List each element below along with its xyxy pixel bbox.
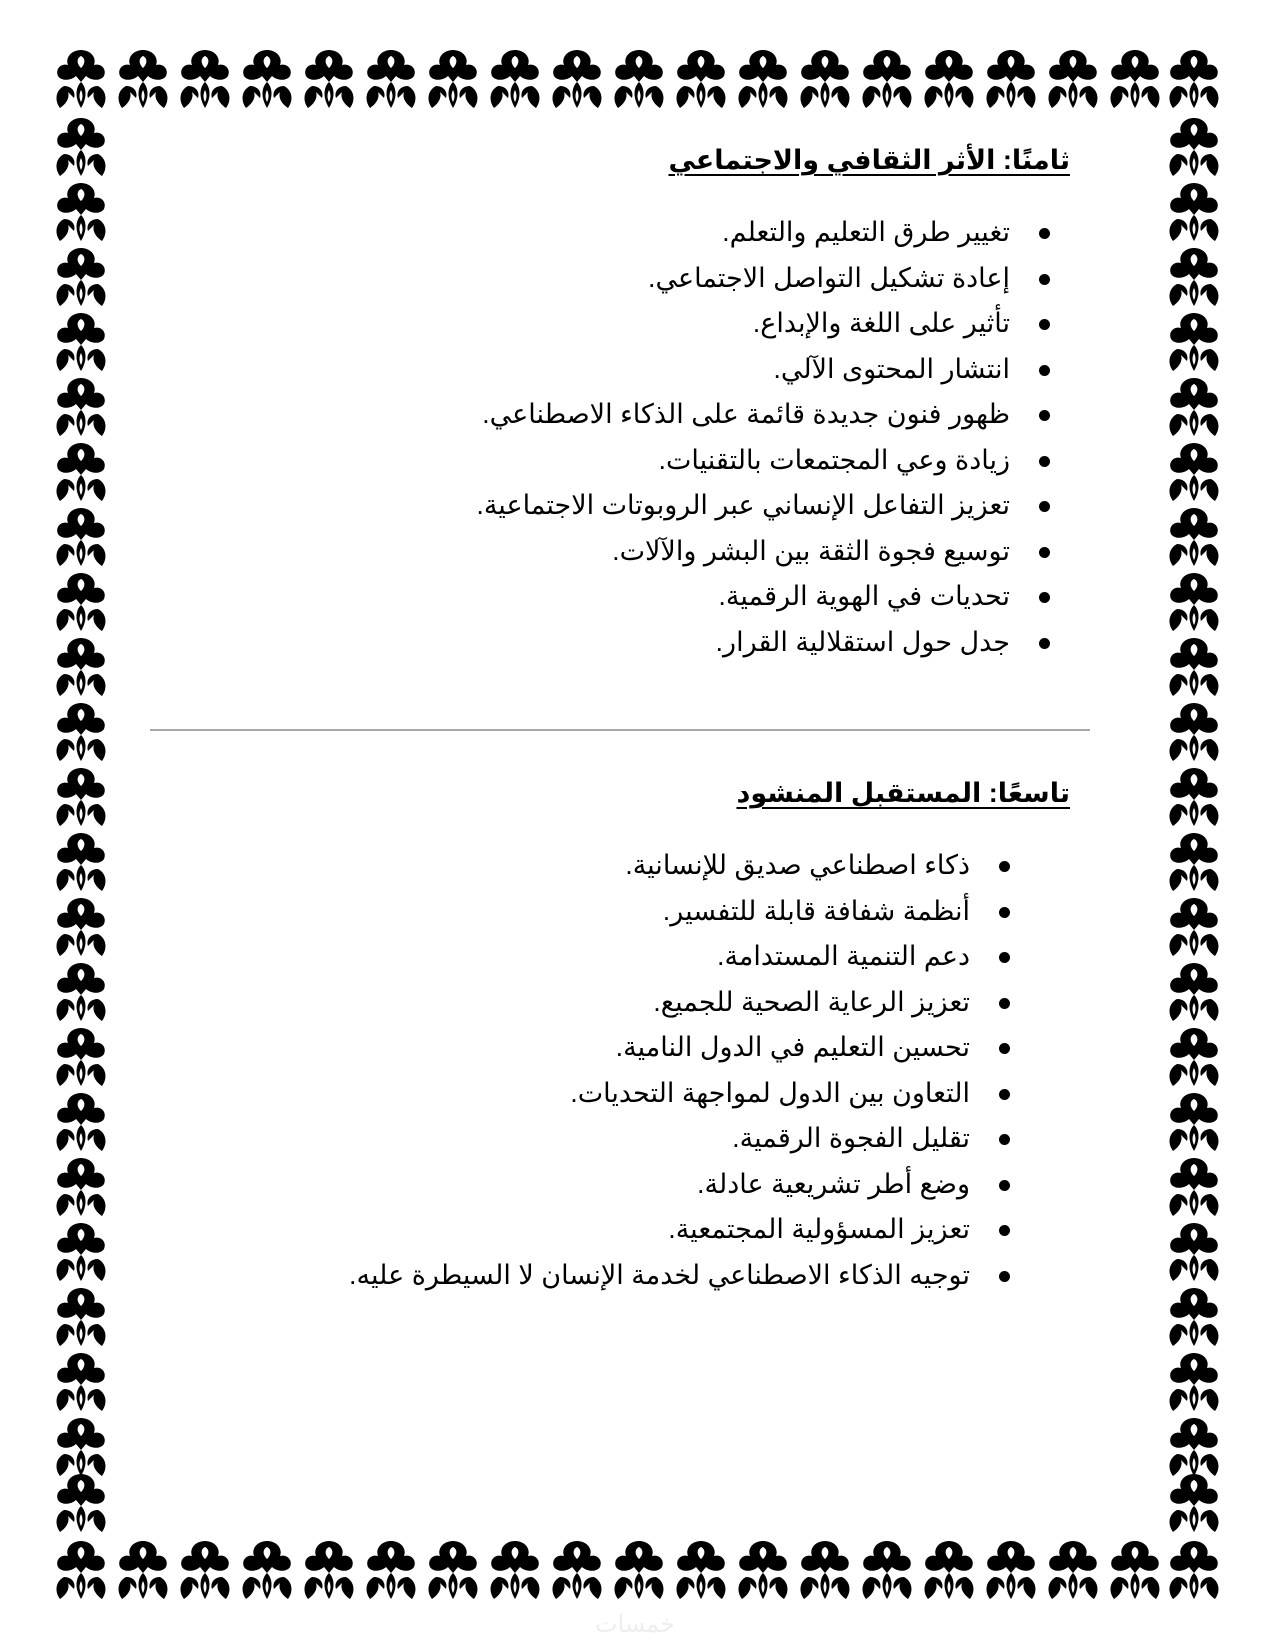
list-item bbox=[150, 483, 1050, 529]
list-item bbox=[150, 934, 1010, 980]
list-item bbox=[150, 1071, 1010, 1117]
list-item-text: إعادة تشكيل التواصل الاجتماعي. bbox=[647, 262, 1010, 293]
list-item-text: توسيع فجوة الثقة بين البشر والآلات. bbox=[612, 535, 1010, 566]
list-item bbox=[150, 843, 1010, 889]
section-divider bbox=[150, 729, 1090, 731]
list-item-text: تغيير طرق التعليم والتعلم. bbox=[722, 217, 1010, 247]
watermark: خمسات bbox=[594, 1611, 676, 1638]
list-item bbox=[150, 392, 1050, 438]
section-heading: تاسعًا: المستقبل المنشود bbox=[736, 778, 1070, 808]
list-item bbox=[150, 1207, 1010, 1253]
list-item bbox=[150, 1025, 1010, 1071]
list-item bbox=[150, 574, 1050, 620]
list-item-text: التعاون بين الدول لمواجهة التحديات. bbox=[570, 1077, 970, 1108]
floral-border-left bbox=[50, 114, 112, 1538]
list-item-text: دعم التنمية المستدامة. bbox=[716, 941, 970, 971]
list-item-text: زيادة وعي المجتمعات بالتقنيات. bbox=[658, 444, 1010, 475]
list-item-text: تأثير على اللغة والإبداع. bbox=[752, 308, 1010, 338]
floral-border-right bbox=[1163, 114, 1225, 1538]
list-item bbox=[150, 889, 1010, 935]
list-item-text: أنظمة شفافة قابلة للتفسير. bbox=[662, 895, 970, 926]
list-item bbox=[150, 1253, 1010, 1299]
floral-border-bottom bbox=[50, 1537, 1225, 1605]
list-item-text: وضع أطر تشريعية عادلة. bbox=[697, 1168, 970, 1199]
list-item bbox=[150, 347, 1050, 393]
list-item-text: ذكاء اصطناعي صديق للإنسانية. bbox=[625, 850, 970, 880]
list-item bbox=[150, 210, 1050, 256]
list-item bbox=[150, 980, 1010, 1026]
list-item-text: ظهور فنون جديدة قائمة على الذكاء الاصطناعي. bbox=[482, 399, 1010, 429]
section-desired-future bbox=[150, 773, 1090, 1298]
section-heading: ثامنًا: الأثر الثقافي والاجتماعي bbox=[668, 145, 1070, 175]
list-item-text: توجيه الذكاء الاصطناعي لخدمة الإنسان لا السيطرة عليه. bbox=[349, 1259, 970, 1290]
list-item-text: تعزيز التفاعل الإنساني عبر الروبوتات الاجتماعية. bbox=[476, 490, 1010, 520]
list-item bbox=[150, 529, 1050, 575]
list-item bbox=[150, 438, 1050, 484]
list-item-text: تحديات في الهوية الرقمية. bbox=[718, 581, 1010, 611]
list-item bbox=[150, 620, 1050, 666]
bullet-list bbox=[150, 843, 1090, 1298]
list-item-text: تعزيز الرعاية الصحية للجميع. bbox=[653, 986, 970, 1017]
list-item bbox=[150, 1116, 1010, 1162]
list-item-text: انتشار المحتوى الآلي. bbox=[773, 353, 1010, 384]
section-cultural-social-impact bbox=[150, 140, 1090, 665]
list-item bbox=[150, 301, 1050, 347]
bullet-list bbox=[150, 210, 1090, 665]
list-item-text: تقليل الفجوة الرقمية. bbox=[732, 1123, 970, 1153]
list-item bbox=[150, 1162, 1010, 1208]
floral-border-top bbox=[50, 46, 1225, 114]
list-item bbox=[150, 256, 1050, 302]
list-item-text: تحسين التعليم في الدول النامية. bbox=[615, 1032, 970, 1062]
list-item-text: جدل حول استقلالية القرار. bbox=[715, 626, 1010, 657]
list-item-text: تعزيز المسؤولية المجتمعية. bbox=[668, 1214, 970, 1244]
